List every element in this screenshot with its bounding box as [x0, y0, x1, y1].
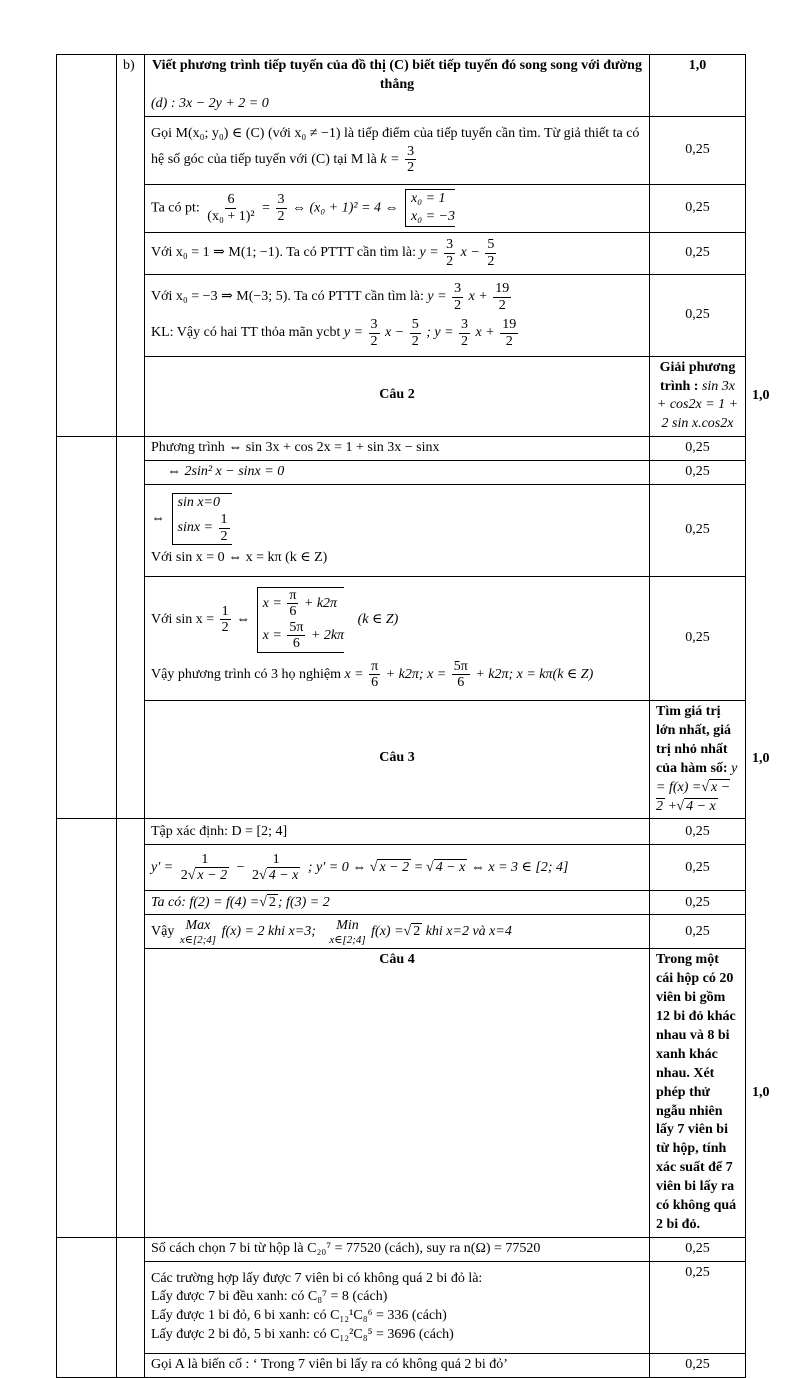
question-number-cell	[57, 819, 117, 1237]
question-number-cell	[57, 1237, 117, 1377]
step-cell: Số cách chọn 7 bi từ hộp là C₂₀⁷ = 77520 (cách), suy ra n(Ω) = 77520	[145, 1237, 650, 1261]
points-cell: 0,25	[650, 819, 746, 845]
points-cell: 0,25	[650, 891, 746, 915]
points-cell: 0,25	[650, 1353, 746, 1377]
question-label: Câu 2	[145, 356, 650, 437]
step-cell: y′ = $\frac{1}{2√ x - 2}$ − $\frac{1}{2√ 4 - x}$ ; y′ = 0 ⇔ √ x − 2 = √ 4 − x ⇔ x = 3 ∈ [2; 4]	[145, 845, 650, 891]
question-heading: Trong một cái hộp có 20 viên bi gồm 12 bi đỏ khác nhau và 8 bi xanh khác nhau. Xét phép thử ngẫu nhiên lấy 7 viên bi từ hộp, tính xác suất để 7 viên bi lấy ra có không quá 2 bi đỏ.	[650, 949, 746, 1237]
points-cell: 1,0	[650, 55, 746, 117]
points-cell: 0,25	[650, 232, 746, 274]
points-cell: 0,25	[650, 184, 746, 232]
question-heading: Giải phương trình : sin 3x + cos2x = 1 + 2 sin x.cos2x	[650, 356, 746, 437]
points-cell: 0,25	[650, 1261, 746, 1353]
points-cell: 0,25	[650, 1237, 746, 1261]
part-label: b)	[117, 55, 145, 437]
points-cell: 0,25	[650, 437, 746, 461]
points-cell: 0,25	[650, 274, 746, 356]
step-cell: Với x₀ = 1 ⇒ M(1; −1). Ta có PTTT cần tìm là: y = $\frac{3}{2}$ x − $\frac{5}{2}$	[145, 232, 650, 274]
question-heading: Tìm giá trị lớn nhất, giá trị nhỏ nhất của hàm số: y = f(x) =√ x − 2 +√ 4 − x	[650, 701, 746, 819]
step-cell: Tập xác định: D = [2; 4]	[145, 819, 650, 845]
step-cell: Với sin x = $\frac{1}{2}$ ⇔ x = $\frac{\pi}{6}$ + k2π x = $\frac{5\pi}{6}$ + 2kπ (k ∈ Z) Vậy phương trình có 3 họ nghiệm x = $\frac{\pi}{6}$ + k2π; x = $\frac{5\pi}{6}$ + k2π; x = kπ(k ∈ Z)	[145, 577, 650, 701]
step-cell: Vậy Max x∈[2;4] f(x) = 2 khi x=3; Min x∈[2;4] f(x) =√ 2 khi x=2 và x=4	[145, 915, 650, 949]
part-b-heading: Viết phương trình tiếp tuyến của đồ thị (C) biết tiếp tuyến đó song song với đường thẳng (d) : 3x − 2y + 2 = 0	[145, 55, 650, 117]
points-cell: 0,25	[650, 915, 746, 949]
question-label: Câu 4	[145, 949, 650, 1237]
step-cell: Với x₀ = −3 ⇒ M(−3; 5). Ta có PTTT cần tìm là: y = $\frac{3}{2}$ x + $\frac{19}{2}$ KL: Vậy có hai TT thỏa mãn ycbt y = $\frac{3}{2}$ x − $\frac{5}{2}$ ; y = $\frac{3}{2}$ x + $\frac{19}{2}$	[145, 274, 650, 356]
question-label: Câu 3	[145, 701, 650, 819]
step-cell: Gọi A là biến cố : ‘ Trong 7 viên bi lấy ra có không quá 2 bi đỏ’	[145, 1353, 650, 1377]
step-cell: Ta có: f(2) = f(4) =√ 2 ; f(3) = 2	[145, 891, 650, 915]
part-label	[117, 1237, 145, 1377]
step-cell: Gọi M(x₀; y₀) ∈ (C) (với x₀ ≠ −1) là tiếp điểm của tiếp tuyến cần tìm. Từ giả thiết ta có hệ số góc của tiếp tuyến với (C) tại M là k = $\frac{3}{2}$	[145, 116, 650, 184]
step-cell: ⇔ sin x=0 sinx = $\frac{1}{2}$ Với sin x = 0 ⇔ x = kπ (k ∈ Z)	[145, 485, 650, 577]
points-cell: 0,25	[650, 116, 746, 184]
part-label	[117, 819, 145, 1237]
question-number-cell	[57, 55, 117, 437]
step-cell: ⇔ 2sin² x − sinx = 0	[145, 461, 650, 485]
step-cell: Các trường hợp lấy được 7 viên bi có không quá 2 bi đỏ là: Lấy được 7 bi đều xanh: có C₈⁷ = 8 (cách) Lấy được 1 bi đỏ, 6 bi xanh: có C₁₂¹C₈⁶ = 336 (cách) Lấy được 2 bi đỏ, 5 bi xanh: có C₁₂²C₈⁵ = 3696 (cách)	[145, 1261, 650, 1353]
question-number-cell	[57, 437, 117, 819]
points-cell: 0,25	[650, 461, 746, 485]
part-label	[117, 437, 145, 819]
answer-key-table: b) Viết phương trình tiếp tuyến của đồ thị (C) biết tiếp tuyến đó song song với đường thẳng (d) : 3x − 2y + 2 = 0 1,0 Gọi M(x₀; y₀) ∈ (C) (với x₀ ≠ −1) là tiếp điểm của tiếp tuyến cần tìm. Từ giả thiết ta có hệ số góc của tiếp tuyến với (C) tại M là k = $\frac{3}{2}$ 0,25 Ta có pt: $\frac{6}{\text{(x₀ + 1)²}}$ = $\frac{3}{2}$ ⇔ (x₀ + 1)² = 4 ⇔ x₀ = 1 x₀ = −3 0,25 Với x₀ = 1 ⇒ M(1; −1). Ta có PTTT cần tìm là: y = $\frac{3}{2}$ x − $\frac{5}{2}$ 0,25 Với x₀ = −3 ⇒ M(−3; 5). Ta có PTTT cần tìm là: y = $\frac{3}{2}$ x + $\frac{19}{2}$ KL: Vậy có hai TT thỏa mãn ycbt y = $\frac{3}{2}$ x − $\frac{5}{2}$ ; y = $\frac{3}{2}$ x + $\frac{19}{2}$ 0,25 Câu 2 Giải phương trình : sin 3x + cos2x = 1 + 2 sin x.cos2x 1,0 Phương trình ⇔ sin 3x + cos 2x = 1 + sin 3x − sinx 0,25 ⇔ 2sin² x − sinx = 0 0,25 ⇔ sin x=0 sinx = $\frac{1}{2}$ Với sin x = 0 ⇔ x = kπ (k ∈ Z) 0,25 Với sin x = $\frac{1}{2}$ ⇔ x = $\frac{\pi}{6}$ + k2π x = $\frac{5\pi}{6}$ + 2kπ (k ∈ Z) Vậy phương trình có 3 họ nghiệm x = $\frac{\pi}{6}$ + k2π; x = $\frac{5\pi}{6}$ + k2π; x = kπ(k ∈ Z) 0,25 Câu 3 Tìm giá trị lớn nhất, giá trị nhỏ nhất của hàm số: y = f(x) =√ x − 2 +√ 4 − x 1,0 Tập xác định: D = [2; 4] 0,25 y′ = $\frac{1}{2√ x - 2}$ − $\frac{1}{2√ 4 - x}$ ; y′ = 0 ⇔ √ x − 2 = √ 4 − x ⇔ x = 3 ∈ [2; 4] 0,25 Ta có: f(2) = f(4) =√ 2 ; f(3) = 2 0,25 Vậy Max x∈[2;4] f(x) = 2 khi x=3; Min x∈[2;4] f(x) =√ 2 khi x=2 và x=4 0,25 Câu 4 Trong một cái hộp có 20 viên bi gồm 12 bi đỏ khác nhau và 8 bi xanh khác nhau. Xét phép thử ngẫu nhiên lấy 7 viên bi từ hộp, tính xác suất để 7 viên bi lấy ra có không quá 2 bi đỏ. 1,0 Số cách chọn 7 bi từ hộp là C₂₀⁷ = 77520 (cách), suy ra n(Ω) = 77520 0,25 Các trường hợp lấy được 7 viên bi có không quá 2 bi đỏ là: Lấy được 7 bi đều xanh: có C₈⁷ = 8 (cách) Lấy được 1 bi đỏ, 6 bi xanh: có C₁₂¹C₈⁶ = 336 (cách) Lấy được 2 bi đỏ, 5 bi xanh: có C₁₂²C₈⁵ = 3696 (cách) 0,25 Gọi A là biến cố : ‘ Trong 7 viên bi lấy ra có không quá 2 bi đỏ’ 0,25	[56, 54, 746, 1378]
points-cell: 0,25	[650, 577, 746, 701]
step-cell: Phương trình ⇔ sin 3x + cos 2x = 1 + sin 3x − sinx	[145, 437, 650, 461]
step-cell: Ta có pt: $\frac{6}{\text{(x₀ + 1)²}}$ = $\frac{3}{2}$ ⇔ (x₀ + 1)² = 4 ⇔ x₀ = 1 x₀ = −3	[145, 184, 650, 232]
points-cell: 0,25	[650, 845, 746, 891]
points-cell: 0,25	[650, 485, 746, 577]
